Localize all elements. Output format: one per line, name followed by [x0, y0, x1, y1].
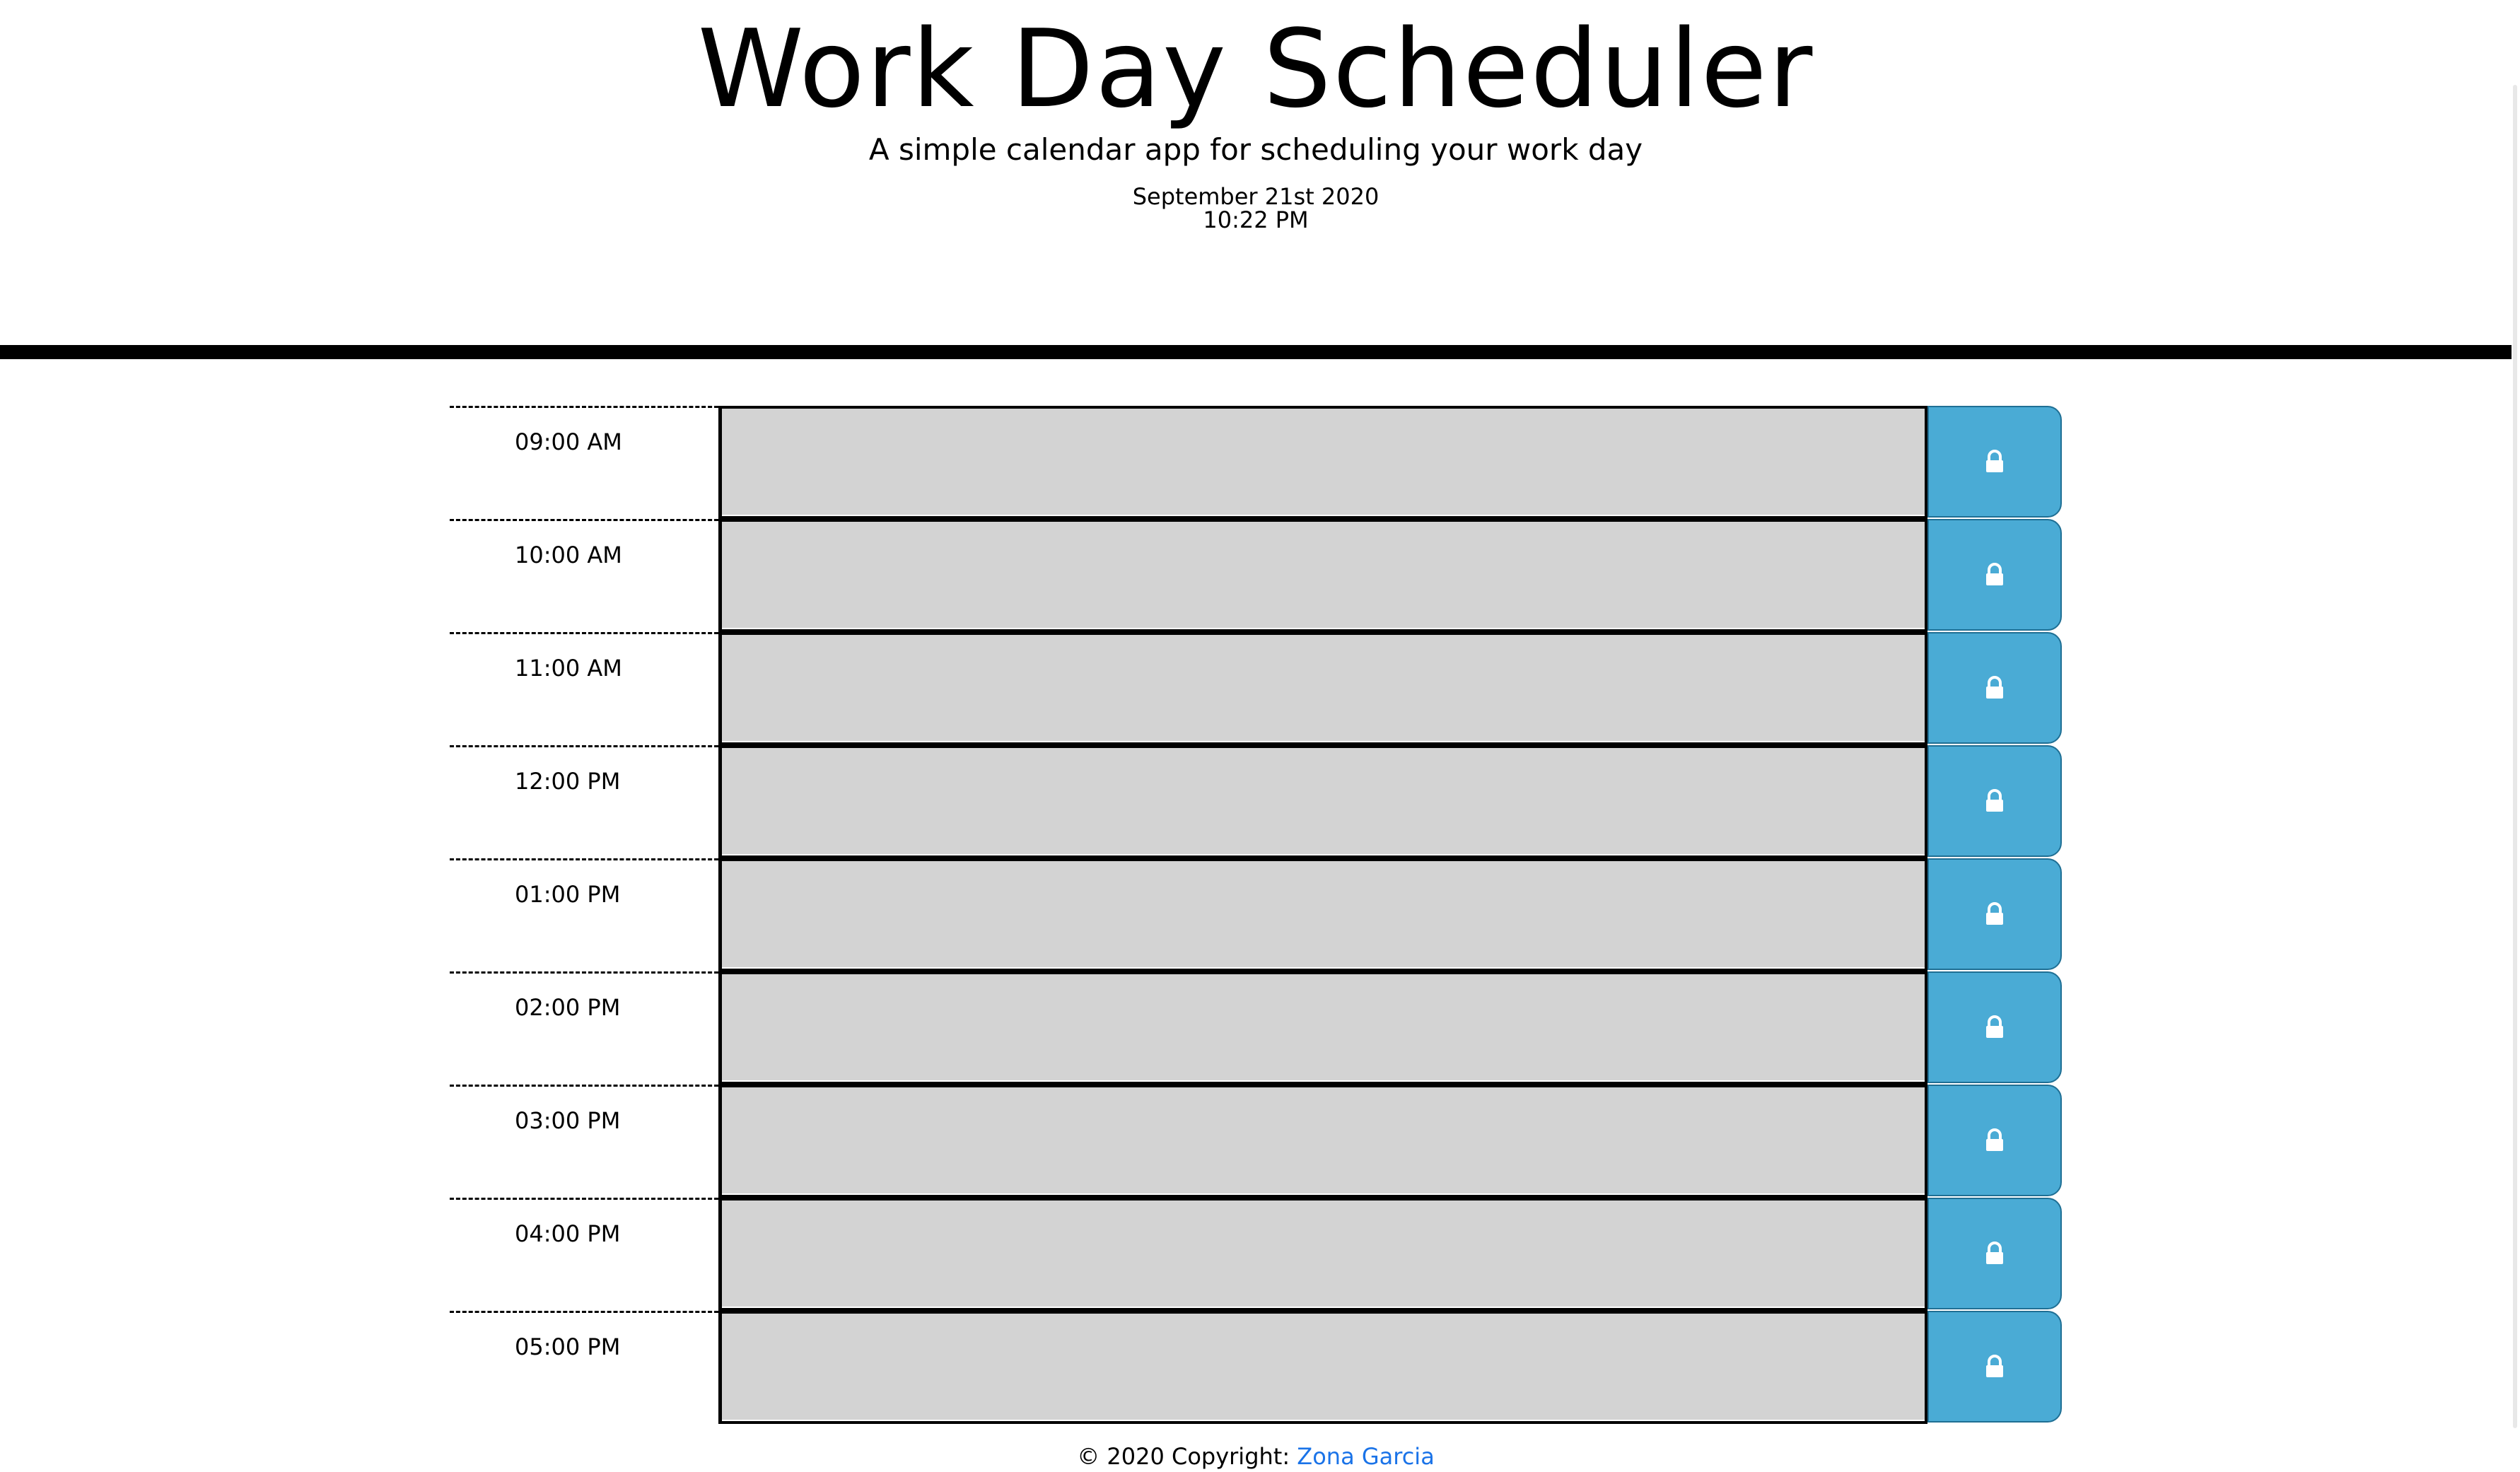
time-block-row	[450, 971, 2062, 1085]
time-block-row	[450, 858, 2062, 971]
hour-label: 12:00 PM	[450, 745, 718, 858]
author-link[interactable]: Zona Garcia	[1297, 1443, 1435, 1470]
save-button[interactable]	[1927, 858, 2062, 970]
page-header	[0, 0, 2512, 354]
time-block-row	[450, 406, 2062, 519]
event-textarea[interactable]	[718, 1311, 1927, 1424]
save-button[interactable]	[1927, 632, 2062, 744]
save-button[interactable]	[1927, 1311, 2062, 1423]
lock-icon	[1984, 1128, 2005, 1152]
hour-label: 02:00 PM	[450, 971, 718, 1085]
hour-label: 01:00 PM	[450, 858, 718, 971]
lock-icon	[1984, 789, 2005, 813]
save-button[interactable]	[1927, 406, 2062, 518]
time-block-row	[450, 1311, 2062, 1424]
event-textarea[interactable]	[718, 1198, 1927, 1311]
time-block-row	[450, 1085, 2062, 1198]
save-button[interactable]	[1927, 1198, 2062, 1309]
current-time: 10:22 PM	[1203, 206, 1309, 233]
save-button[interactable]	[1927, 745, 2062, 857]
save-button[interactable]	[1927, 971, 2062, 1083]
time-block-row	[450, 1198, 2062, 1311]
lock-icon	[1984, 1015, 2005, 1039]
lock-icon	[1984, 1355, 2005, 1379]
time-block-row	[450, 745, 2062, 858]
lock-icon	[1984, 450, 2005, 474]
event-textarea[interactable]	[718, 745, 1927, 858]
hour-label: 09:00 AM	[450, 406, 718, 519]
lock-icon	[1984, 676, 2005, 700]
event-textarea[interactable]	[718, 519, 1927, 632]
hour-label: 05:00 PM	[450, 1311, 718, 1424]
event-textarea[interactable]	[718, 632, 1927, 745]
schedule	[450, 406, 2062, 1424]
hour-label: 11:00 AM	[450, 632, 718, 745]
save-button[interactable]	[1927, 519, 2062, 631]
page-subtitle: A simple calendar app for scheduling your work day	[868, 132, 1643, 167]
lock-icon	[1984, 1242, 2005, 1266]
scrollbar-thumb[interactable]	[2513, 85, 2517, 1428]
page-title: Work Day Scheduler	[697, 6, 1814, 132]
event-textarea[interactable]	[718, 1085, 1927, 1198]
copyright-text: © 2020 Copyright:	[1077, 1443, 1297, 1470]
event-textarea[interactable]	[718, 971, 1927, 1085]
header-divider	[0, 345, 2512, 359]
time-block-row	[450, 632, 2062, 745]
current-date: September 21st 2020	[1132, 183, 1379, 210]
time-block-row	[450, 519, 2062, 632]
hour-label: 10:00 AM	[450, 519, 718, 632]
event-textarea[interactable]	[718, 858, 1927, 971]
save-button[interactable]	[1927, 1085, 2062, 1196]
hour-label: 03:00 PM	[450, 1085, 718, 1198]
hour-label: 04:00 PM	[450, 1198, 718, 1311]
footer	[0, 1441, 2512, 1472]
event-textarea[interactable]	[718, 406, 1927, 519]
lock-icon	[1984, 563, 2005, 587]
lock-icon	[1984, 902, 2005, 926]
